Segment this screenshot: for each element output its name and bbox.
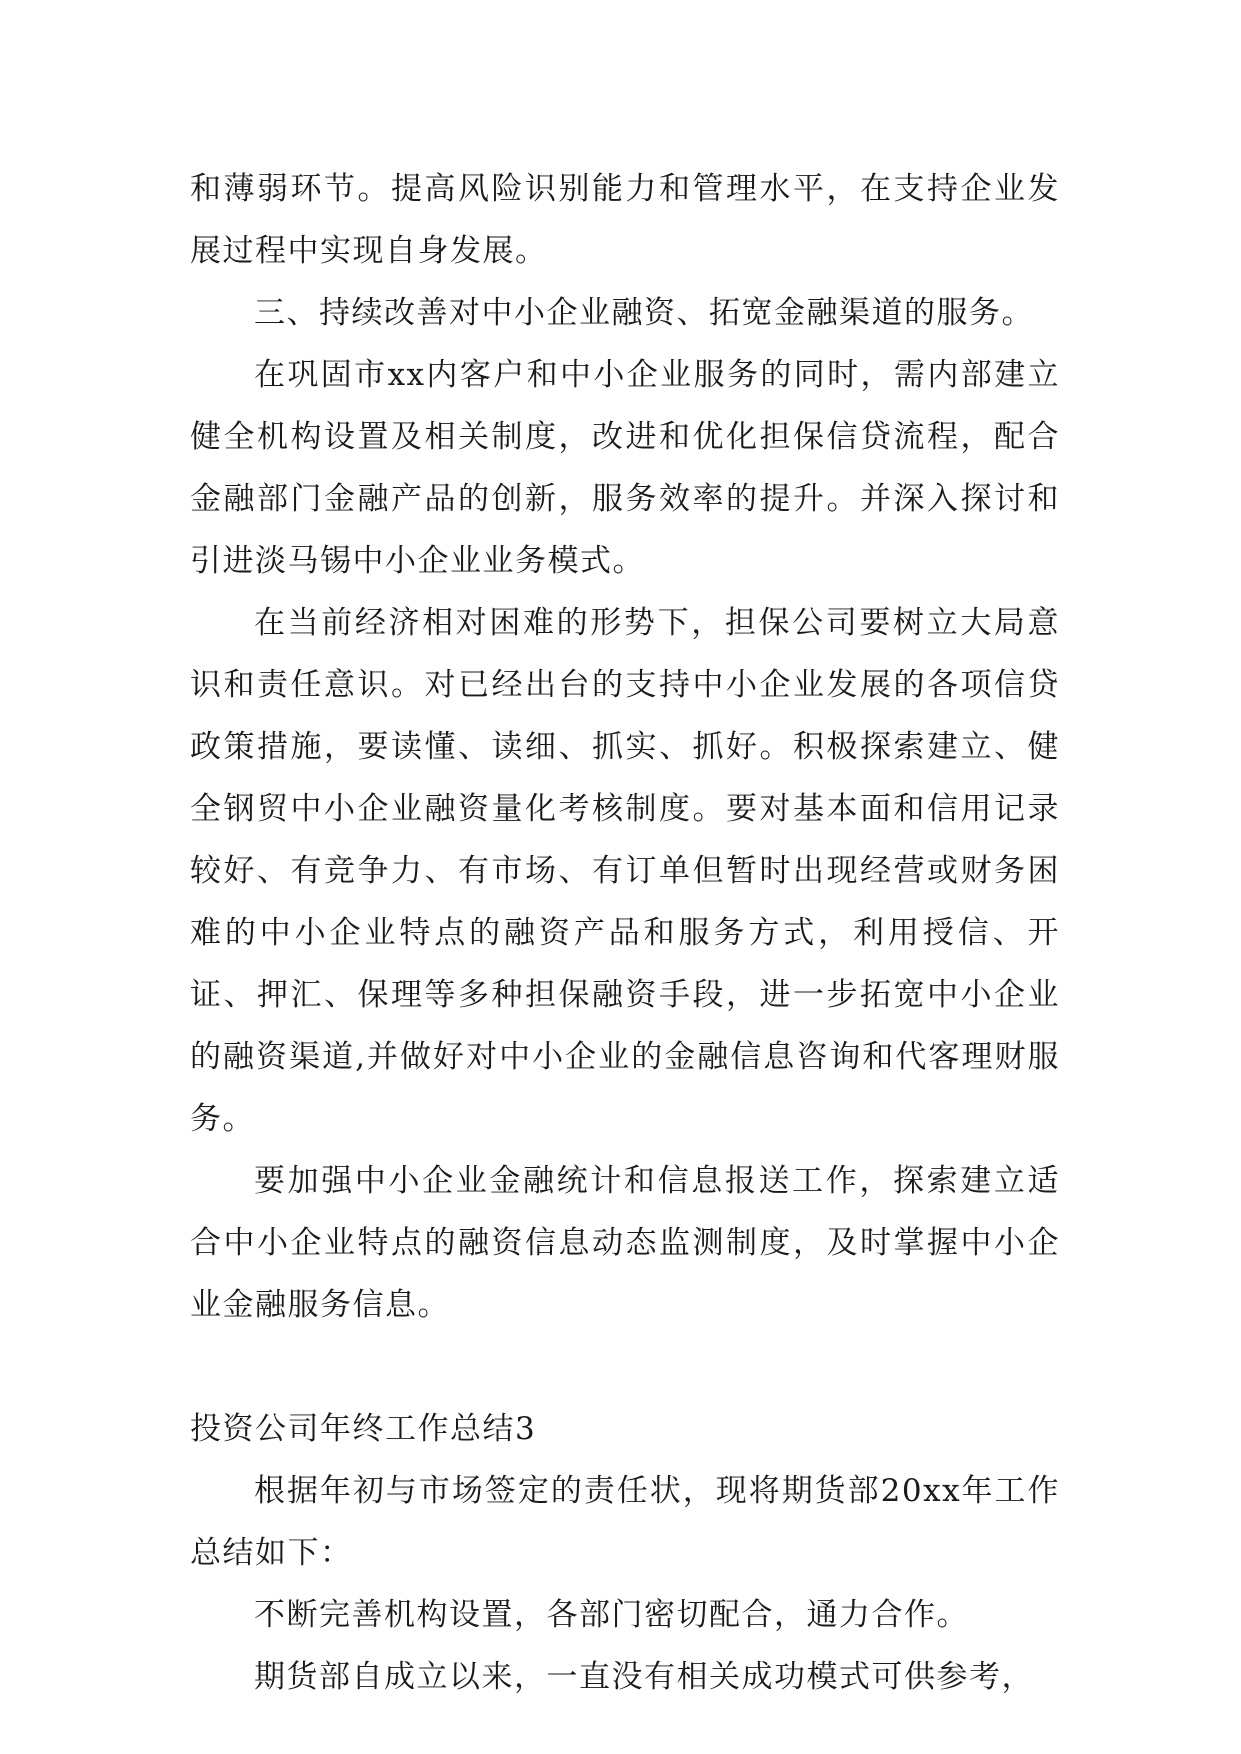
paragraph-heading: 三、持续改善对中小企业融资、拓宽金融渠道的服务。 <box>254 295 1034 331</box>
paragraph: 和薄弱环节。提高风险识别能力和管理水平，在支持企业发展过程中实现自身发展。 <box>190 171 1060 269</box>
paragraph: 不断完善机构设置，各部门密切配合，通力合作。 <box>254 1597 969 1633</box>
document-body <box>190 158 1060 1708</box>
section-title: 投资公司年终工作总结3 <box>190 1411 537 1447</box>
paragraph: 在巩固市xx内客户和中小企业服务的同时，需内部建立健全机构设置及相关制度，改进和优化担保信贷流程，配合金融部门金融产品的创新，服务效率的提升。并深入探讨和引进淡马锡中小企业业务模式。 <box>190 357 1060 579</box>
paragraph: 在当前经济相对困难的形势下，担保公司要树立大局意识和责任意识。对已经出台的支持中小企业发展的各项信贷政策措施，要读懂、读细、抓实、抓好。积极探索建立、健全钢贸中小企业融资量化考核制度。要对基本面和信用记录较好、有竞争力、有市场、有订单但暂时出现经营或财务困难的中小企业特点的融资产品和服务方式，利用授信、开证、押汇、保理等多种担保融资手段，进一步拓宽中小企业的融资渠道,并做好对中小企业的金融信息咨询和代客理财服务。 <box>190 605 1060 1137</box>
paragraph: 期货部自成立以来，一直没有相关成功模式可供参考， <box>254 1659 1034 1695</box>
paragraph: 要加强中小企业金融统计和信息报送工作，探索建立适合中小企业特点的融资信息动态监测制度，及时掌握中小企业金融服务信息。 <box>190 1163 1060 1323</box>
paragraph: 根据年初与市场签定的责任状，现将期货部20xx年工作总结如下： <box>190 1473 1060 1571</box>
